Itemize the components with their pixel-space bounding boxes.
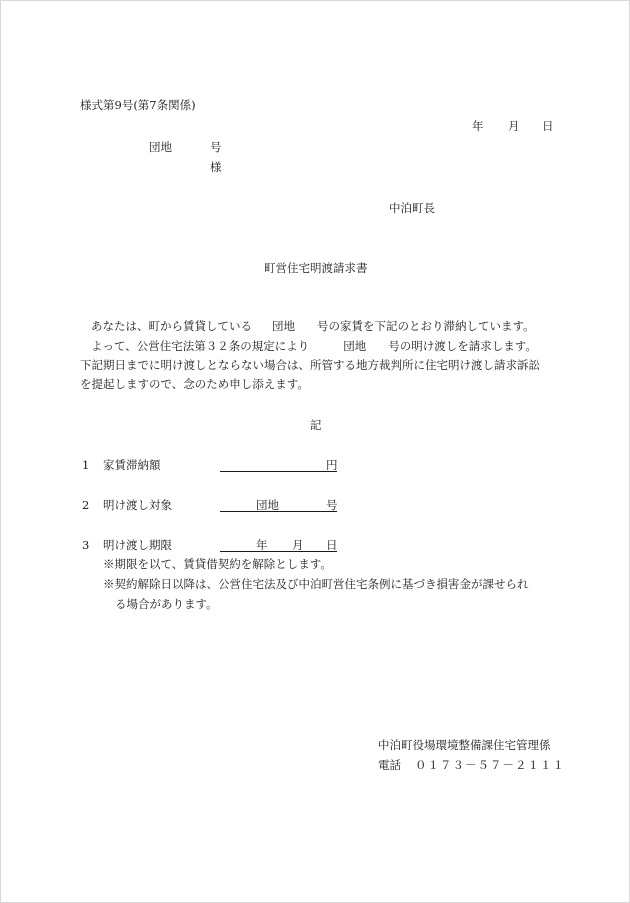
item-3-day: 日 <box>326 538 338 552</box>
item-2-danchi: 団地 <box>256 498 279 512</box>
form-number-label: 様式第9号(第7条関係) <box>80 98 196 112</box>
item-2-gou: 号 <box>326 498 338 512</box>
body-line-2 <box>91 341 537 353</box>
date-day: 日 <box>542 119 554 133</box>
item-1-number: 1 <box>82 458 90 472</box>
item-1-label: 家賃滞納額 <box>103 458 161 472</box>
item-2-underline <box>220 511 337 512</box>
ki-heading: 記 <box>310 418 322 432</box>
item-2-number: 2 <box>82 498 90 512</box>
item-3-label: 明け渡し期限 <box>103 538 172 552</box>
body-line-2-c: 号の明け渡しを請求します。 <box>388 339 537 353</box>
body-line-1-a: あなたは、町から賃貸している <box>91 319 252 333</box>
document-title: 町営住宅明渡請求書 <box>264 261 368 275</box>
item-3-number: 3 <box>82 538 90 552</box>
item-2-label: 明け渡し対象 <box>103 498 172 512</box>
body-line-4: を提起しますので、念のため申し添えます。 <box>80 377 309 391</box>
body-line-2-b: 団地 <box>343 339 367 353</box>
sender-name: 中泊町長 <box>389 201 435 215</box>
body-line-2-a: よって、公営住宅法第３２条の規定により <box>91 339 310 353</box>
addressee-danchi: 団地 <box>149 140 172 154</box>
note-2-continuation: る場合があります。 <box>115 597 218 611</box>
body-line-1-b: 団地 <box>272 319 295 333</box>
item-3-month: 月 <box>292 538 304 552</box>
item-1-yen: 円 <box>326 458 338 472</box>
addressee-sama: 様 <box>210 160 222 174</box>
date-year: 年 <box>472 119 484 133</box>
item-3-underline <box>220 551 337 552</box>
phone-number: ０１７３－５７－２１１１ <box>415 758 565 772</box>
date-month: 月 <box>508 119 520 133</box>
body-line-1-c: 号の家賃を下記のとおり滞納しています。 <box>317 319 535 333</box>
item-1-underline <box>220 471 337 472</box>
contact-phone <box>378 760 565 772</box>
note-1: ※期限を以て、賃貸借契約を解除とします。 <box>103 557 332 571</box>
body-line-1 <box>91 321 535 333</box>
addressee-gou: 号 <box>210 140 222 154</box>
body-line-3: 下記期日までに明け渡しとならない場合は、所管する地方裁判所に住宅明け渡し請求訴訟 <box>80 358 540 372</box>
note-2: ※契約解除日以降は、公営住宅法及び中泊町営住宅条例に基づき損害金が課せられ <box>103 577 529 591</box>
phone-label: 電話 <box>378 758 401 772</box>
item-3-year: 年 <box>256 538 268 552</box>
contact-department: 中泊町役場環境整備課住宅管理係 <box>378 738 551 752</box>
